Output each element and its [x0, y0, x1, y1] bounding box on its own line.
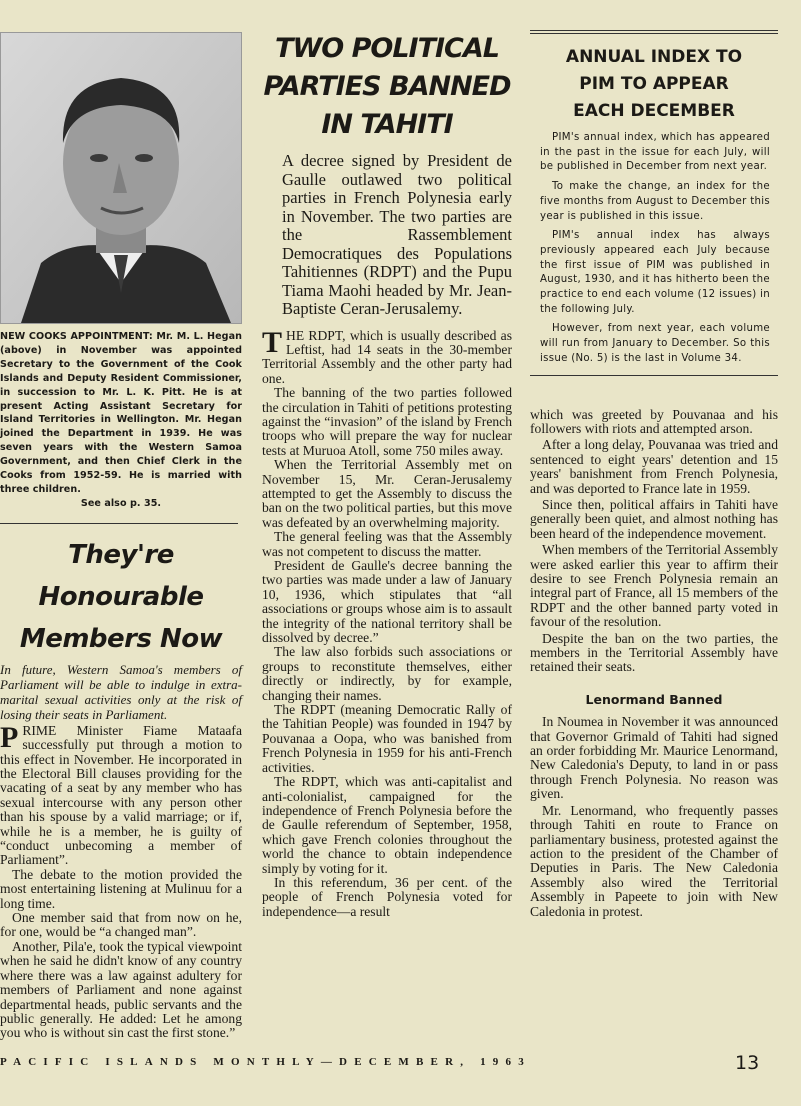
headline-annual-index [530, 44, 778, 125]
paragraph [262, 325, 512, 387]
paragraph: which was greeted by Pouvanaa and his followers with riots and attempted arson. [530, 406, 778, 436]
article-body-tahiti [262, 325, 512, 920]
paragraph: In this referendum, 36 per cent. of the people of French Polynesia voted for independence—a result [262, 874, 512, 919]
annual-index-box-body [540, 131, 770, 367]
left-column [0, 32, 242, 1041]
paragraph: The RDPT (meaning Democratic Rally of the Tahitian People) was founded in 1947 by Pouvanaa a Oopa, who was banished from French Polynesia in 1959 for his anti-French activities. [262, 702, 512, 775]
dropcap: T [262, 325, 283, 359]
paragraph: Another, Pila'e, took the typical viewpoint when he said he didn't know of any country where there was a law against adultery for members of Parliament and none against departmental heads, public servants and the public generally. He added: Let he among you who is without sin cast the first stone.” [0, 938, 242, 1041]
headline-line: EACH DECEMBER [573, 101, 735, 121]
paragraph: Despite the ban on the two parties, the members in the Territorial Assembly have retained their seats. [530, 630, 778, 675]
headline-tahiti [262, 30, 512, 144]
paragraph: President de Gaulle's decree banning the two parties was made under a law of January 10, 1936, which stipulates that “all associations or groups whose aim is to assault the integrity of the national territory shall be dissolved by decree.” [262, 558, 512, 646]
paragraph: When members of the Territorial Assembly were asked earlier this year to affirm their desire to see French Polynesia remain an integral part of France, all 15 members of the RDPT and the other banned party voted in favour of the resolution. [530, 542, 778, 630]
article-body-honourable [0, 720, 242, 1041]
footer-publication: PACIFIC ISLANDS MONTHLY—DECEMBER, 1963 [0, 1056, 531, 1068]
paragraph: To make the change, an index for the five months from August to December this year is published in this issue. [540, 181, 770, 222]
portrait-image [1, 33, 241, 323]
right-column [530, 30, 778, 921]
portrait-photo [0, 32, 242, 324]
paragraph: PIM's annual index has always previously appeared each July because the first issue of PIM was published in August, 1930, and it has hitherto been the practice to end each volume (12 issues) in the following July. [540, 230, 770, 315]
headline-line: IN TAHITI [321, 109, 453, 140]
article-body-tahiti-continued [530, 408, 778, 919]
box-bottom-rule [530, 375, 778, 376]
headline-line: PARTIES BANNED [263, 71, 511, 102]
paragraph: When the Territorial Assembly met on November 15, Mr. Ceran-Jerusalemy attempted to get the Assembly to discuss the ban on the two political parties, but this move was defeated by an overwhelming majority. [262, 457, 512, 530]
paragraph: Mr. Lenormand, who frequently passes through Tahiti en route to France on parliamentary business, protested against the action to the president of the Chamber of Deputies in Paris. The New Caledonia Assembly also wired the Territorial Assembly in Papeete to join with New Caledonia in protest. [530, 802, 778, 919]
paragraph: Since then, political affairs in Tahiti have generally been quiet, and almost nothing has been heard of the independence movement. [530, 496, 778, 541]
box-top-rule-thin [530, 33, 778, 34]
paragraph: The debate to the motion provided the most entertaining listening at Mulinuu for a long time. [0, 866, 242, 911]
dropcap: P [0, 720, 19, 754]
paragraph-text: HE RDPT, which is usually described as Leftist, had 14 seats in the 30-member Territorial Assembly and the other party had one. [262, 327, 512, 386]
headline-line: They're Honourable [38, 539, 204, 612]
paragraph: However, from next year, each volume will run from January to December. So this issue (No. 5) is the last in Volume 34. [540, 323, 770, 364]
article-dek: In future, Western Samoa's members of Parliament will be able to indulge in extra-marital sexual activities only at the risk of losing their seats in Parliament. [0, 661, 242, 722]
subheading-lenormand: Lenormand Banned [585, 691, 723, 707]
headline-line: PIM TO APPEAR [579, 74, 729, 94]
paragraph: The law also forbids such associations or groups to reconstitute themselves, either directly or indirectly, by for example, changing their names. [262, 644, 512, 703]
headline-line: TWO POLITICAL [275, 33, 499, 64]
box-top-rule [530, 30, 778, 31]
paragraph [0, 720, 242, 868]
headline-honourable [0, 534, 242, 660]
headline-line: Members Now [19, 623, 223, 654]
paragraph: The banning of the two parties followed the circulation in Tahiti of petitions protesting against the “invasion” of the island by French troops who will prepare the way for nuclear tests at Muruoa Atoll, some 750 miles away. [262, 385, 512, 458]
paragraph-text: RIME Minister Fiame Mataafa successfully put through a motion to this effect in November. He incorporated in the Electoral Bill clauses providing for the vacating of a seat by any member who has sexual intercourse with any person other than his spouse by a valid marriage; or if, while he is a member, he is guilty of “conduct unbecoming a member of Parliament”. [0, 722, 242, 868]
page-footer [0, 1052, 801, 1082]
paragraph: One member said that from now on he, for one, would be “a changed man”. [0, 910, 242, 940]
caption-text: Mr. M. L. Hegan (above) in November was appointed Secretary to the Government of the Cook Islands and Deputy Resident Commissioner, in succession to Mr. L. K. Pitt. He is at present Acting Assistant Secretary for Island Territories in Wellington. Mr. Hegan joined the Department in 1939. He was seven years with the Western Samoa Government, and then Chief Clerk in the Cooks from 1952-59. He is married with three children. [0, 331, 243, 495]
paragraph: After a long delay, Pouvanaa was tried and sentenced to eight years' detention and 15 years' banishment from French Polynesia, and was deported to France late in 1959. [530, 437, 778, 496]
paragraph: PIM's annual index, which has appeared in the past in the issue for each July, will be published in December from next year. [540, 132, 770, 173]
headline-line: ANNUAL INDEX TO [565, 47, 743, 67]
divider [0, 523, 238, 524]
photo-caption [0, 330, 242, 511]
caption-lead: NEW COOKS APPOINTMENT: [0, 331, 153, 342]
article-lede: A decree signed by President de Gaulle outlawed two political parties in French Polynesia early in November. The two parties are the Rassemblement Democratiques des Populations Tahitiennes (RDPT) and the Pupu Tiama Maohi headed by Mr. Jean-Baptiste Ceran-Jerusalemy. [282, 151, 512, 318]
middle-column [262, 30, 512, 919]
paragraph: The RDPT, which was anti-capitalist and anti-colonialist, campaigned for the independence of French Polynesia before the de Gaulle referendum of September, 1958, which gave French colonies throughout the world the chance to obtain independence simply by voting for it. [262, 774, 512, 876]
paragraph: In Noumea in November it was announced that Governor Grimald of Tahiti had signed an order forbidding Mr. Maurice Lenormand, New Caledonia's Deputy, to land in or pass through French Polynesia. No reason was given. [530, 714, 778, 802]
page-number: 13 [735, 1052, 760, 1074]
paragraph: The general feeling was that the Assembly was not competent to discuss the matter. [262, 529, 512, 559]
caption-see-also: See also p. 35. [80, 497, 162, 509]
